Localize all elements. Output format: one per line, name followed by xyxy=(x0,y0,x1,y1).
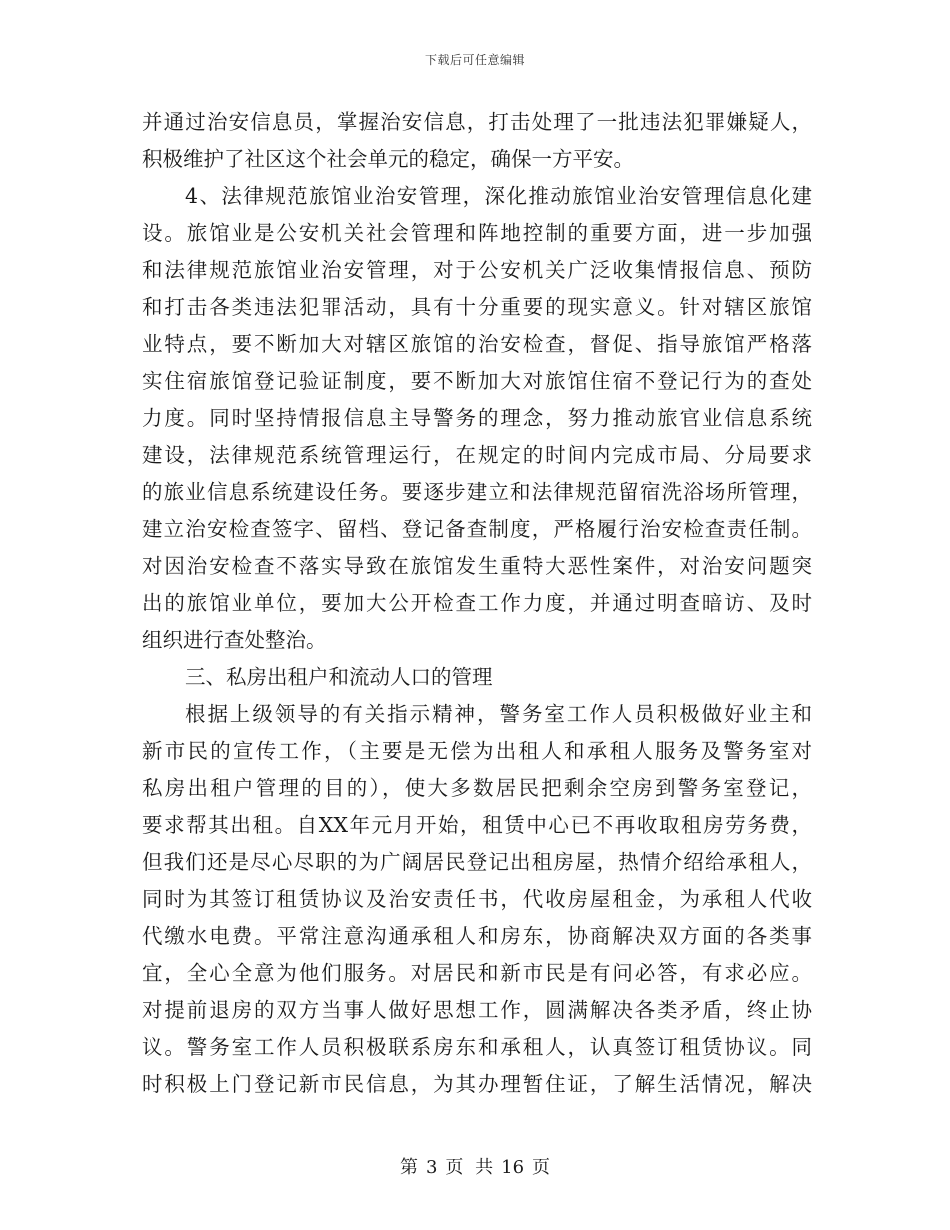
page-footer xyxy=(0,1153,950,1179)
text-line: 实住宿旅馆登记验证制度，要不断加大对旅馆住宿不登记行为的查处 xyxy=(142,369,812,393)
document-body xyxy=(142,104,812,1103)
text-line: 时积极上门登记新市民信息，为其办理暂住证，了解生活情况，解决 xyxy=(142,1072,812,1096)
text-line: 对提前退房的双方当事人做好思想工作，圆满解决各类矛盾，终止协 xyxy=(142,998,812,1022)
text-line: 建立治安检查签字、留档、登记备查制度，严格履行治安检查责任制。 xyxy=(142,517,812,541)
footer-middle: 页 共 xyxy=(445,1157,494,1178)
text-line: 积极维护了社区这个社会单元的稳定，确保一方平安。 xyxy=(142,147,634,171)
text-line: 议。警务室工作人员积极联系房东和承租人，认真签订租赁协议。同 xyxy=(142,1035,812,1059)
text-line: 4、法律规范旅馆业治安管理，深化推动旅馆业治安管理信息化建 xyxy=(185,184,812,208)
text-line: 出的旅馆业单位，要加大公开检查工作力度，并通过明查暗访、及时 xyxy=(142,591,812,615)
text-line: 建设，法律规范系统管理运行，在规定的时间内完成市局、分局要求 xyxy=(142,443,812,467)
text-line: 要求帮其出租。自XX年元月开始，租赁中心已不再收取租房劳务费， xyxy=(142,813,812,837)
text-line: 力度。同时坚持情报信息主导警务的理念，努力推动旅官业信息系统 xyxy=(142,406,812,430)
text-line: 根据上级领导的有关指示精神，警务室工作人员积极做好业主和 xyxy=(185,702,812,726)
text-line: 和打击各类违法犯罪活动，具有十分重要的现实意义。针对辖区旅馆 xyxy=(142,295,812,319)
text-line: 设。旅馆业是公安机关社会管理和阵地控制的重要方面，进一步加强 xyxy=(142,221,812,245)
page-header: 下载后可任意编辑 xyxy=(424,53,525,67)
text-line: 对因治安检查不落实导致在旅馆发生重特大恶性案件，对治安问题突 xyxy=(142,554,812,578)
text-line: 私房出租户管理的目的），使大多数居民把剩余空房到警务室登记， xyxy=(142,776,812,800)
text-line: 业特点，要不断加大对辖区旅馆的治安检查，督促、指导旅馆严格落 xyxy=(142,332,812,356)
text-line: 三、私房出租户和流动人口的管理 xyxy=(185,665,493,689)
footer-page-number: 3 xyxy=(425,1157,438,1178)
footer-total-pages: 16 xyxy=(501,1157,525,1178)
text-line: 但我们还是尽心尽职的为广阔居民登记出租房屋，热情介绍给承租人， xyxy=(142,850,812,874)
text-line: 组织进行查处整治。 xyxy=(142,628,327,652)
text-line: 代缴水电费。平常注意沟通承租人和房东，协商解决双方面的各类事 xyxy=(142,924,812,948)
footer-suffix: 页 xyxy=(532,1157,551,1178)
text-line: 同时为其签订租赁协议及治安责任书，代收房屋租金，为承租人代收 xyxy=(142,887,812,911)
text-line: 新市民的宣传工作，（主要是无偿为出租人和承租人服务及警务室对 xyxy=(142,739,812,763)
text-line: 的旅业信息系统建设任务。要逐步建立和法律规范留宿洗浴场所管理， xyxy=(142,480,812,504)
footer-prefix: 第 xyxy=(399,1157,418,1178)
text-line: 和法律规范旅馆业治安管理，对于公安机关广泛收集情报信息、预防 xyxy=(142,258,812,282)
text-line: 并通过治安信息员，掌握治安信息，打击处理了一批违法犯罪嫌疑人， xyxy=(142,110,812,134)
text-line: 宜，全心全意为他们服务。对居民和新市民是有问必答，有求必应。 xyxy=(142,961,812,985)
